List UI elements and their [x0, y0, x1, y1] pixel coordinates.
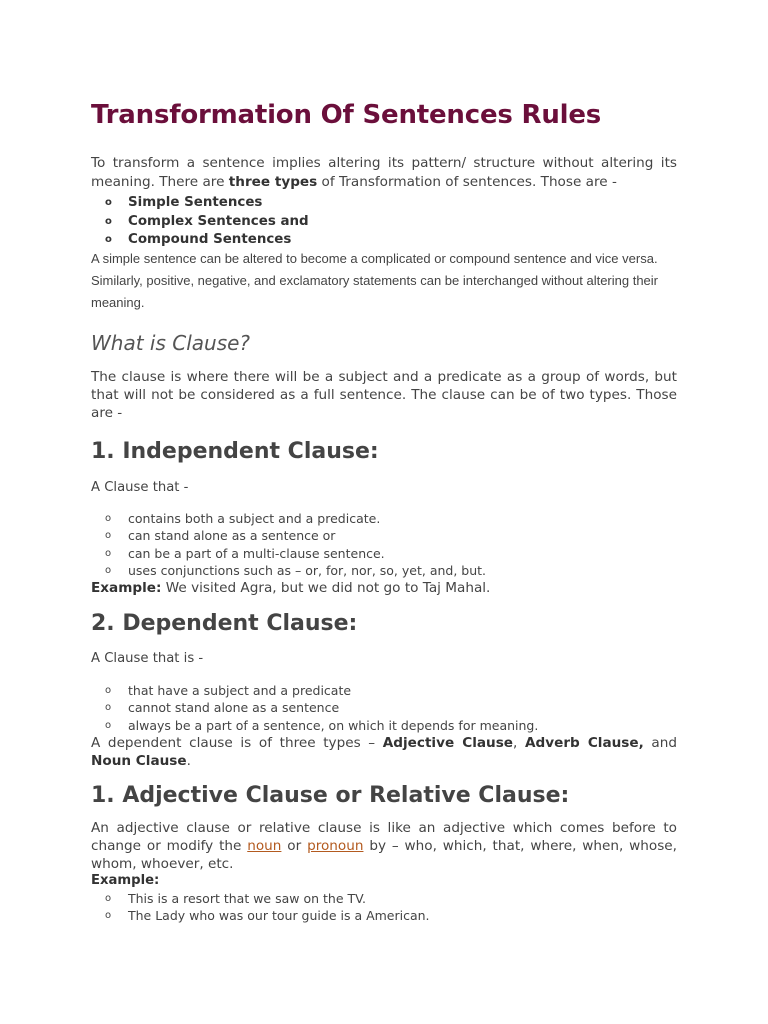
- dependent-lead: A Clause that is -: [91, 651, 204, 666]
- text-span: and: [643, 735, 677, 751]
- noun-link[interactable]: noun: [247, 838, 282, 854]
- list-item-label: The Lady who was our tour guide is a American.: [128, 908, 430, 924]
- pronoun-link[interactable]: pronoun: [307, 838, 364, 854]
- list-item-label: Complex Sentences and: [128, 213, 309, 229]
- bullet-icon: o: [105, 215, 112, 227]
- clause-heading: What is Clause?: [91, 331, 251, 355]
- dependent-heading: 2. Dependent Clause:: [91, 611, 358, 636]
- text-span: ,: [513, 735, 525, 751]
- bullet-icon: o: [105, 513, 112, 524]
- adjective-example-label: Example:: [91, 873, 160, 888]
- independent-lead: A Clause that -: [91, 480, 189, 495]
- list-item: [91, 562, 486, 579]
- list-item: [91, 907, 430, 924]
- bullet-icon: o: [105, 910, 112, 922]
- bullet-icon: o: [105, 197, 112, 208]
- adjective-paragraph: [91, 819, 677, 873]
- list-item-label: Simple Sentences: [128, 195, 263, 210]
- bullet-icon: o: [105, 893, 112, 904]
- clause-paragraph: The clause is where there will be a subject and a predicate as a group of words, but that will not be considered as a full sentence. The clause can be of two types. Those are -: [91, 369, 677, 421]
- list-item-label: Compound Sentences: [128, 232, 292, 247]
- list-item-label: contains both a subject and a predicate.: [128, 511, 381, 526]
- list-item-label: This is a resort that we saw on the TV.: [128, 891, 367, 906]
- list-item: [91, 890, 430, 907]
- list-item: [91, 194, 309, 213]
- example-label: Example:: [91, 580, 162, 596]
- bullet-icon: o: [105, 564, 112, 576]
- dependent-types-paragraph: [91, 734, 677, 770]
- sentence-types-list: [91, 194, 309, 250]
- independent-list: [91, 510, 486, 579]
- adjective-example-list: [91, 890, 430, 925]
- text-span: .: [186, 753, 191, 769]
- noun-clause-term: Noun Clause: [91, 753, 187, 769]
- text-span: A dependent clause is of three types –: [91, 735, 383, 751]
- bullet-icon: o: [105, 234, 112, 245]
- text-span: An adjective clause or relative clause is like an adjective which comes before to change or modify the: [91, 820, 677, 854]
- page-title: Transformation Of Sentences Rules: [91, 100, 602, 130]
- list-item-label: that have a subject and a predicate: [128, 683, 352, 698]
- bullet-icon: o: [105, 702, 112, 714]
- example-text: We visited Agra, but we did not go to Taj Mahal.: [161, 580, 491, 596]
- simple-note: A simple sentence can be altered to become a complicated or compound sentence and vice versa. Similarly, positive, negative, and exclamatory statements can be interchanged without altering their meaning.: [91, 251, 658, 310]
- intro-text-end: of Transformation of sentences. Those are -: [317, 174, 617, 190]
- list-item: [91, 231, 309, 250]
- adjective-clause-term: Adjective Clause: [382, 735, 514, 751]
- intro-text: To transform a sentence implies altering its pattern/ structure without altering its meaning. There are: [91, 155, 677, 190]
- adverb-clause-term: Adverb Clause,: [525, 735, 644, 751]
- list-item: [91, 699, 538, 716]
- list-item-label: always be a part of a sentence, on which it depends for meaning.: [128, 717, 539, 733]
- dependent-list: [91, 682, 538, 734]
- independent-example: [91, 580, 490, 596]
- bullet-icon: o: [105, 547, 112, 559]
- intro-bold: three types: [228, 174, 318, 190]
- list-item: [91, 682, 538, 699]
- text-span: or: [281, 838, 308, 854]
- list-item-label: can stand alone as a sentence or: [128, 528, 336, 544]
- adjective-heading: 1. Adjective Clause or Relative Clause:: [91, 783, 570, 808]
- text-span: by – who, which, that, where, when, whose, whom, whoever, etc.: [91, 838, 677, 872]
- list-item-label: can be a part of a multi-clause sentence.: [128, 545, 385, 561]
- list-item-label: cannot stand alone as a sentence: [128, 700, 340, 716]
- list-item: [91, 510, 486, 527]
- independent-heading: 1. Independent Clause:: [91, 439, 379, 464]
- list-item: [91, 213, 309, 232]
- bullet-icon: o: [105, 685, 112, 696]
- list-item-label: uses conjunctions such as – or, for, nor, so, yet, and, but.: [128, 562, 487, 578]
- bullet-icon: o: [105, 719, 112, 731]
- intro-paragraph: [91, 154, 677, 192]
- list-item: [91, 545, 486, 562]
- bullet-icon: o: [105, 530, 112, 542]
- list-item: [91, 527, 486, 544]
- list-item: [91, 717, 538, 734]
